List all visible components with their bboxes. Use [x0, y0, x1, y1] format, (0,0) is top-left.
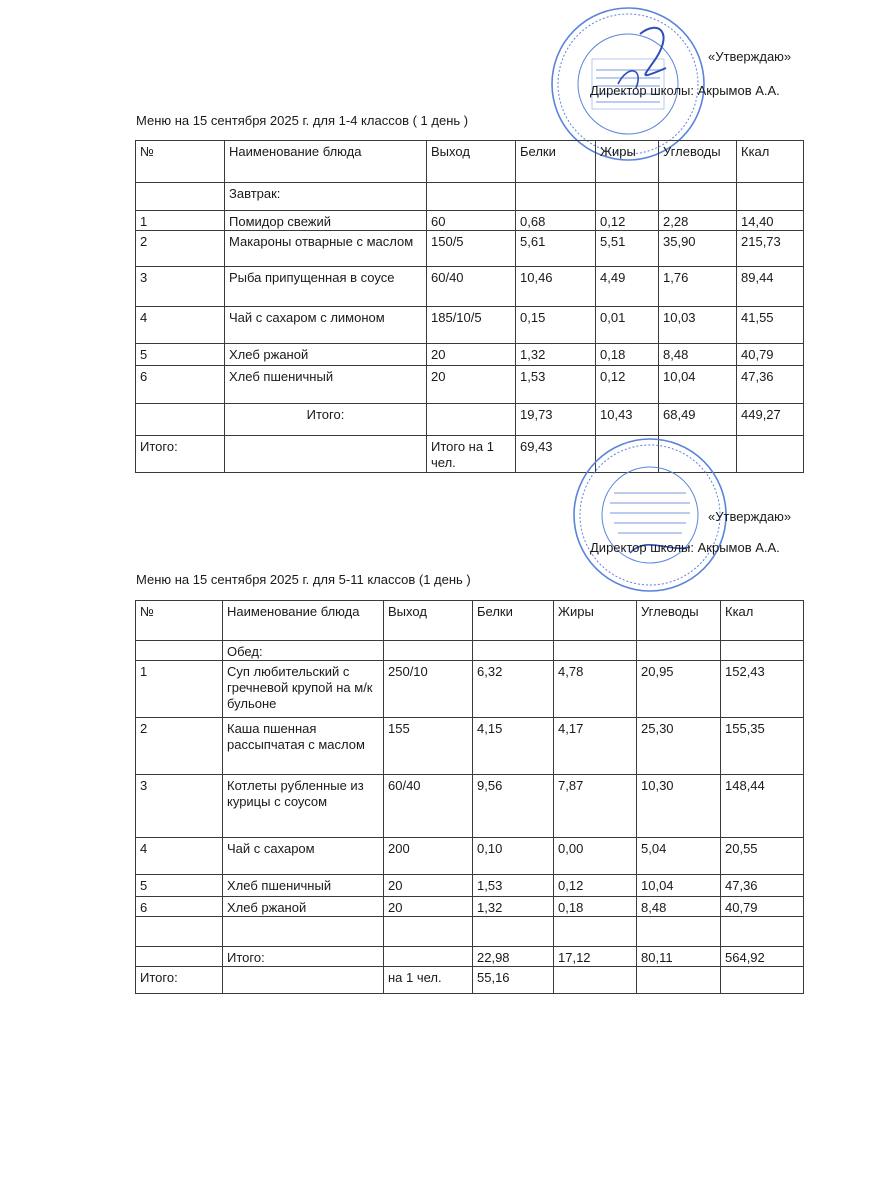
empty-row [136, 917, 804, 947]
menu-2-table [135, 600, 804, 994]
section-label: Завтрак: [225, 183, 427, 211]
table-row: 4 Чай с сахаром с лимоном 185/10/5 0,15 0,01 10,03 41,55 [136, 307, 804, 344]
section-label: Обед: [223, 641, 384, 661]
per-person-value: 69,43 [516, 436, 596, 473]
header-cell: Углеводы [659, 141, 737, 183]
subtotal-row: Итого: 19,73 10,43 68,49 449,27 [136, 404, 804, 436]
table-header-row [136, 141, 804, 183]
header-cell: Белки [516, 141, 596, 183]
approve-label-2: «Утверждаю» [708, 509, 792, 524]
menu-2-title: Меню на 15 сентября 2025 г. для 5-11 классов (1 день ) [136, 572, 471, 587]
total-label: Итого: [136, 967, 223, 994]
header-cell: Выход [384, 601, 473, 641]
header-cell: Ккал [721, 601, 804, 641]
table-row: 2 Каша пшенная рассыпчатая с маслом 155 4,15 4,17 25,30 155,35 [136, 718, 804, 775]
menu-1-title: Меню на 15 сентября 2025 г. для 1-4 классов ( 1 день ) [136, 113, 469, 128]
approve-label-1: «Утверждаю» [708, 49, 792, 64]
table-row: 4 Чай с сахаром 200 0,10 0,00 5,04 20,55 [136, 838, 804, 875]
total-row [136, 967, 804, 994]
per-person-label: Итого на 1 чел. [427, 436, 516, 473]
total-row [136, 436, 804, 473]
header-cell: Жиры [596, 141, 659, 183]
subtotal-label: Итого: [223, 947, 384, 967]
table-row: 5 Хлеб ржаной 20 1,32 0,18 8,48 40,79 [136, 344, 804, 366]
header-cell: Выход [427, 141, 516, 183]
total-label: Итого: [136, 436, 225, 473]
menu-1-table [135, 140, 804, 473]
table-row: 2 Макароны отварные с маслом 150/5 5,61 5,51 35,90 215,73 [136, 231, 804, 267]
header-cell: Наименование блюда [223, 601, 384, 641]
header-cell: Наименование блюда [225, 141, 427, 183]
header-cell: № [136, 141, 225, 183]
table-row: 6 Хлеб пшеничный 20 1,53 0,12 10,04 47,36 [136, 366, 804, 404]
table-row: 1 Суп любительский с гречневой крупой на м/к бульоне 250/10 6,32 4,78 20,95 152,43 [136, 661, 804, 718]
header-cell: Ккал [737, 141, 804, 183]
table-row: 6 Хлеб ржаной 20 1,32 0,18 8,48 40,79 [136, 897, 804, 917]
director-label-2: Директор школы: Акрымов А.А. [590, 540, 780, 555]
subtotal-label: Итого: [225, 404, 427, 436]
table-row: 5 Хлеб пшеничный 20 1,53 0,12 10,04 47,36 [136, 875, 804, 897]
header-cell: № [136, 601, 223, 641]
section-row [136, 183, 804, 211]
per-person-label: на 1 чел. [384, 967, 473, 994]
table-row: 3 Рыба припущенная в соусе 60/40 10,46 4,49 1,76 89,44 [136, 267, 804, 307]
section-row [136, 641, 804, 661]
header-cell: Углеводы [637, 601, 721, 641]
table-header-row [136, 601, 804, 641]
director-label-1: Директор школы: Акрымов А.А. [590, 83, 780, 98]
per-person-value: 55,16 [473, 967, 554, 994]
subtotal-row: Итого: 22,98 17,12 80,11 564,92 [136, 947, 804, 967]
header-cell: Белки [473, 601, 554, 641]
header-cell: Жиры [554, 601, 637, 641]
table-row: 1 Помидор свежий 60 0,68 0,12 2,28 14,40 [136, 211, 804, 231]
table-row: 3 Котлеты рубленные из курицы с соусом 60/40 9,56 7,87 10,30 148,44 [136, 775, 804, 838]
